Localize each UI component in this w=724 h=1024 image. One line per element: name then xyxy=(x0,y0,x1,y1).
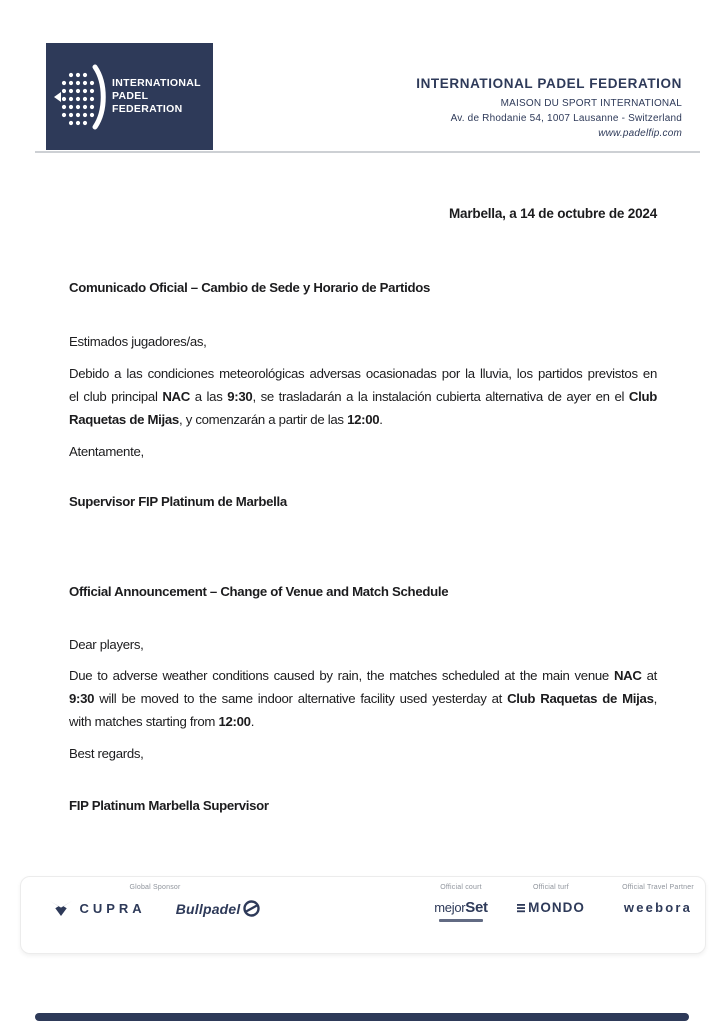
weebora-logo: weebora xyxy=(623,900,693,915)
logo-line-2: PADEL xyxy=(112,90,149,102)
mejorset-wordmark-bold: Set xyxy=(465,899,488,916)
header-divider xyxy=(35,151,700,153)
sponsor-group-global xyxy=(39,884,271,917)
mejorset-logo xyxy=(434,900,487,922)
bottom-accent-bar xyxy=(35,1013,689,1021)
website-url: www.padelfip.com xyxy=(598,128,682,139)
mondo-wordmark: MONDO xyxy=(528,900,585,915)
mondo-logo xyxy=(517,900,585,915)
sponsor-group-travel xyxy=(596,884,720,915)
es-salutation: Estimados jugadores/as, xyxy=(69,334,207,349)
logo-line-3: FEDERATION xyxy=(112,103,183,115)
bullpadel-circle-icon xyxy=(243,900,260,917)
letterhead-contact-block xyxy=(416,76,682,139)
cupra-wordmark: CUPRA xyxy=(79,901,146,916)
es-body-paragraph: Debido a las condiciones meteorológicas adversas ocasionadas por la lluvia, los partidos previstos en el club principal NAC a las 9:30, se trasladarán a la instalación cubierta alternativa de ayer en el Club Raquetas de Mijas, y comenzarán a partir de las 12:00. xyxy=(69,366,657,427)
address-line-2: Av. de Rhodanie 54, 1007 Lausanne - Switzerland xyxy=(450,113,682,124)
bullpadel-logo xyxy=(176,900,260,917)
en-body-paragraph: Due to adverse weather conditions caused by rain, the matches scheduled at the main venue NAC at 9:30 will be moved to the same indoor alternative facility used yesterday at Club Raquetas de Mijas, with matches starting from 12:00. xyxy=(69,668,657,729)
sponsor-label-travel: Official Travel Partner xyxy=(622,884,694,891)
cupra-emblem-icon xyxy=(50,901,72,917)
cupra-logo xyxy=(50,901,145,917)
ipf-logo-wordmark xyxy=(112,77,201,116)
sponsor-label-court: Official court xyxy=(440,884,482,891)
sponsor-label-global: Global Sponsor xyxy=(129,884,181,891)
es-title: Comunicado Oficial – Cambio de Sede y Horario de Partidos xyxy=(69,280,431,295)
en-closing: Best regards, xyxy=(69,746,144,761)
mondo-stripes-icon xyxy=(517,903,525,913)
org-name: INTERNATIONAL PADEL FEDERATION xyxy=(416,76,682,91)
en-title: Official Announcement – Change of Venue and Match Schedule xyxy=(69,584,449,599)
sponsor-label-turf: Official turf xyxy=(533,884,569,891)
letter-date: Marbella, a 14 de octubre de 2024 xyxy=(449,206,657,221)
address-line-1: MAISON DU SPORT INTERNATIONAL xyxy=(500,98,682,109)
logo-line-1: INTERNATIONAL xyxy=(112,77,201,89)
es-closing: Atentamente, xyxy=(69,444,144,459)
sponsor-group-turf xyxy=(494,884,608,915)
es-signature: Supervisor FIP Platinum de Marbella xyxy=(69,494,287,509)
mejorset-wordmark-light: mejor xyxy=(434,900,466,915)
en-salutation: Dear players, xyxy=(69,637,144,652)
mejorset-tagline-bar xyxy=(439,919,483,922)
ipf-logo-icon xyxy=(54,61,106,133)
sponsor-footer xyxy=(20,876,706,954)
bullpadel-wordmark: Bullpadel xyxy=(175,900,241,917)
en-signature: FIP Platinum Marbella Supervisor xyxy=(69,798,269,813)
header-logo-block xyxy=(46,43,213,150)
